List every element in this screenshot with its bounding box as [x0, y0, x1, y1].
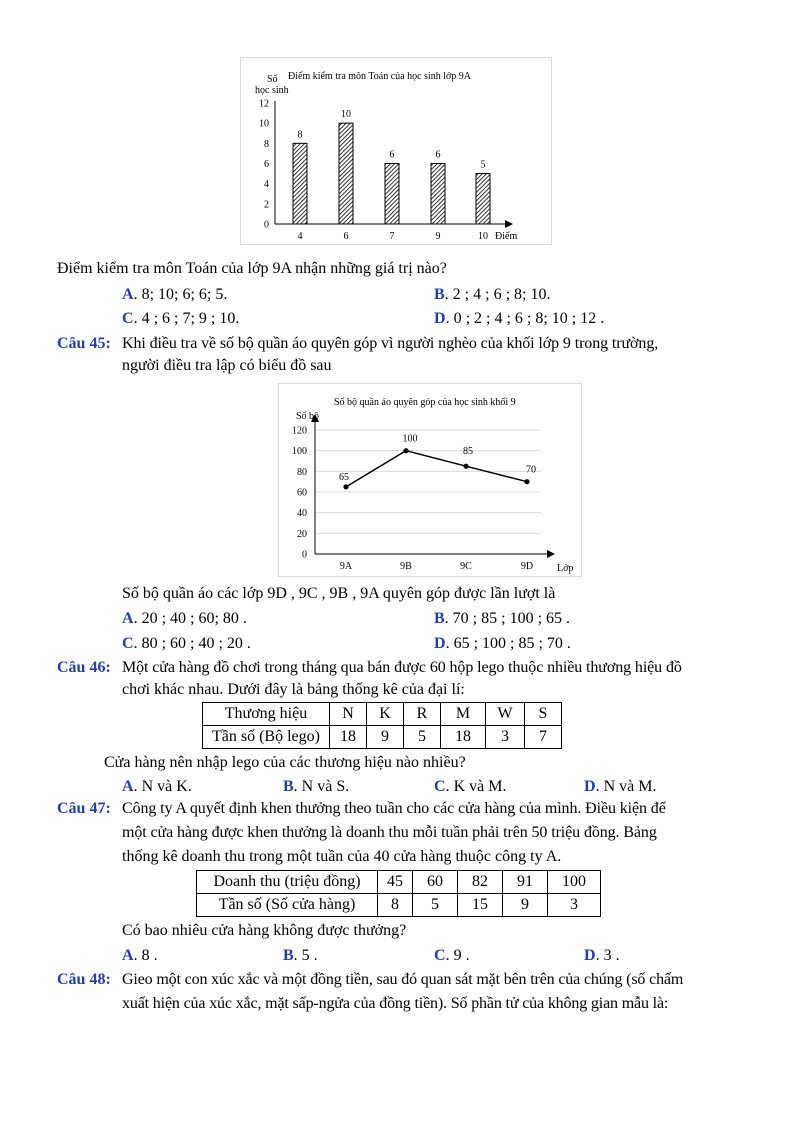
bar-data-label: 5 [480, 159, 486, 171]
q44-option-a[interactable] [122, 285, 227, 305]
bar [385, 164, 399, 225]
x-tick-label: 9B [400, 561, 412, 572]
data-point [403, 448, 408, 453]
q46-option-c[interactable] [434, 777, 506, 797]
y-tick-label: 20 [297, 528, 307, 540]
q47-stem-line2: một cửa hàng được khen thưởng là doanh thu mỗi tuần phải trên 50 triệu đồng. Bảng [122, 824, 657, 841]
brand-cell: R [404, 703, 441, 726]
q45-option-d[interactable] [434, 634, 571, 654]
x-tick-label: 9 [435, 231, 441, 242]
option-letter: A [122, 778, 134, 795]
q44-option-c[interactable] [122, 309, 239, 329]
x-tick-label: 9C [460, 561, 472, 572]
q45-option-c[interactable] [122, 634, 251, 654]
q46-option-a[interactable] [122, 777, 192, 797]
y-tick-label: 10 [259, 118, 269, 130]
x-tick-label: 7 [389, 231, 395, 242]
series-line [346, 451, 527, 487]
count-cell: 5 [413, 894, 458, 917]
q46-option-b[interactable] [283, 777, 349, 797]
brand-cell: S [525, 703, 562, 726]
y-tick-label: 60 [297, 487, 307, 499]
option-text: . 0 ; 2 ; 4 ; 6 ; 8; 10 ; 12 . [445, 310, 605, 327]
x-tick-label: 4 [297, 231, 303, 242]
option-letter: C [434, 778, 446, 795]
freq-cell: 9 [367, 726, 404, 749]
table-row [197, 894, 601, 917]
line-chart-ylabel: Số bộ [296, 411, 320, 422]
option-text: . 8; 10; 6; 6; 5. [133, 286, 228, 303]
table-row [203, 726, 562, 749]
q48-label: Câu 48: [57, 971, 111, 988]
q46-label: Câu 46: [57, 659, 111, 676]
y-tick-label: 4 [264, 179, 269, 191]
q47-option-a[interactable] [122, 946, 158, 966]
revenue-cell: 91 [503, 871, 548, 894]
y-tick-label: 2 [264, 199, 269, 211]
y-tick-label: 8 [264, 138, 269, 150]
q45-stem-line2: người điều tra lập có biểu đồ sau [122, 357, 332, 374]
table-head-cell: Doanh thu (triệu đồng) [197, 871, 378, 894]
line-chart-frame [278, 383, 582, 577]
data-point [463, 464, 468, 469]
q47-option-d[interactable] [584, 946, 620, 966]
freq-cell: 18 [330, 726, 367, 749]
freq-cell: 5 [404, 726, 441, 749]
bar-data-label: 6 [389, 149, 395, 161]
option-letter: B [283, 778, 294, 795]
q47-option-c[interactable] [434, 946, 470, 966]
option-text: . 8 . [133, 947, 158, 964]
y-tick-label: 0 [264, 219, 269, 231]
q46-option-d[interactable] [584, 777, 656, 797]
option-text: . 65 ; 100 ; 85 ; 70 . [445, 635, 571, 652]
bar [339, 123, 353, 224]
bar [293, 143, 307, 224]
y-tick-label: 100 [292, 446, 307, 458]
y-tick-label: 80 [297, 466, 307, 478]
q45-stem-line1: Khi điều tra về số bộ quần áo quyên góp vì người nghèo của khối lớp 9 trong trường, [122, 335, 659, 352]
revenue-cell: 60 [413, 871, 458, 894]
count-cell: 9 [503, 894, 548, 917]
q46-question: Cửa hàng nên nhập lego của các thương hiệu nào nhiều? [104, 754, 466, 771]
option-text: . 80 ; 60 ; 40 ; 20 . [133, 635, 251, 652]
option-letter: D [434, 310, 446, 327]
option-text: . 70 ; 85 ; 100 ; 65 . [444, 610, 571, 627]
y-tick-label: 6 [264, 159, 269, 170]
option-text: . 9 . [445, 947, 470, 964]
x-tick-label: 10 [478, 231, 488, 242]
table-head-cell: Thương hiệu [203, 703, 330, 726]
y-tick-label: 12 [259, 98, 269, 110]
freq-cell: 7 [525, 726, 562, 749]
option-letter: D [584, 778, 596, 795]
revenue-table [196, 870, 601, 917]
option-letter: C [434, 947, 446, 964]
bar-chart-frame [240, 57, 552, 245]
revenue-cell: 100 [548, 871, 601, 894]
x-tick-label: 9D [520, 561, 534, 572]
data-point [524, 479, 529, 484]
y-tick-label: 40 [297, 508, 307, 520]
option-letter: D [584, 947, 596, 964]
option-letter: B [283, 947, 294, 964]
q44-option-d[interactable] [434, 309, 604, 329]
bar-chart-ylabel-line1: Số [267, 74, 278, 85]
q47-question: Có bao nhiêu cửa hàng không được thưởng? [122, 922, 407, 939]
bar-chart-ylabel-line2: học sinh [255, 85, 289, 96]
option-text: . 3 . [595, 947, 620, 964]
option-letter: C [122, 635, 134, 652]
revenue-cell: 82 [458, 871, 503, 894]
bar-chart-title: Điểm kiểm tra môn Toán của học sinh lớp 9A [288, 71, 471, 82]
brand-cell: K [367, 703, 404, 726]
line-chart [279, 384, 581, 576]
q47-stem-line1: Công ty A quyết định khen thưởng theo tuần cho các cửa hàng của mình. Điều kiện để [122, 800, 666, 817]
count-cell: 15 [458, 894, 503, 917]
x-tick-label: 9A [339, 561, 353, 572]
q46-stem-line2: chơi khác nhau. Dưới đây là bảng thống kê của đại lí: [122, 681, 465, 698]
bar-chart [241, 58, 551, 244]
option-text: . N và K. [133, 778, 192, 795]
bar [476, 174, 490, 224]
option-text: . N và S. [293, 778, 350, 795]
option-text: . 4 ; 6 ; 7; 9 ; 10. [133, 310, 240, 327]
y-tick-label: 0 [302, 549, 307, 561]
q47-label: Câu 47: [57, 800, 111, 817]
q46-stem-line1: Một cửa hàng đồ chơi trong tháng qua bán được 60 hộp lego thuộc nhiều thương hiệu đồ [122, 659, 682, 676]
count-cell: 8 [378, 894, 413, 917]
point-data-label: 70 [526, 464, 536, 476]
brand-cell: W [486, 703, 525, 726]
point-data-label: 100 [402, 433, 418, 445]
brand-cell: M [441, 703, 486, 726]
data-point [343, 484, 348, 489]
option-text: . 2 ; 4 ; 6 ; 8; 10. [444, 286, 551, 303]
freq-cell: 18 [441, 726, 486, 749]
point-data-label: 85 [463, 446, 473, 458]
q45-question: Số bộ quần áo các lớp 9D , 9C , 9B , 9A quyên góp được lần lượt là [122, 585, 556, 602]
line-chart-xlabel: Lớp [557, 563, 574, 574]
freq-cell: 3 [486, 726, 525, 749]
revenue-cell: 45 [378, 871, 413, 894]
bar [431, 164, 445, 225]
table-row [203, 703, 562, 726]
q45-label: Câu 45: [57, 335, 111, 352]
q45-option-a[interactable] [122, 609, 247, 629]
q47-option-b[interactable] [283, 946, 318, 966]
option-text: . K và M. [445, 778, 507, 795]
q48-stem-line1: Gieo một con xúc xắc và một đồng tiền, sau đó quan sát mặt bên trên của chúng (số chấm [122, 971, 684, 988]
option-text: . 5 . [293, 947, 318, 964]
q44-stem: Điểm kiểm tra môn Toán của lớp 9A nhận những giá trị nào? [57, 260, 447, 277]
x-tick-label: 6 [343, 231, 349, 242]
q48-stem-line2: xuất hiện của xúc xắc, mặt sấp-ngửa của đồng tiền). Số phần tử của không gian mẫu là: [122, 995, 669, 1012]
option-letter: A [122, 947, 134, 964]
option-text: . N và M. [595, 778, 657, 795]
table-row-head-cell: Tần số (Số cửa hàng) [197, 894, 378, 917]
option-letter: A [122, 610, 134, 627]
q45-option-b[interactable] [434, 609, 570, 629]
point-data-label: 65 [339, 471, 349, 483]
bar-chart-xlabel: Điểm [495, 231, 518, 242]
table-row-head-cell: Tần số (Bộ lego) [203, 726, 330, 749]
bar-data-label: 6 [435, 149, 441, 161]
option-letter: B [434, 286, 445, 303]
y-tick-label: 120 [292, 425, 307, 437]
option-letter: A [122, 286, 134, 303]
q44-option-b[interactable] [434, 285, 550, 305]
table-row [197, 871, 601, 894]
brand-cell: N [330, 703, 367, 726]
bar-data-label: 10 [341, 109, 351, 121]
option-text: . 20 ; 40 ; 60; 80 . [133, 610, 247, 627]
q47-stem-line3: thống kê doanh thu trong một tuần của 40 cửa hàng thuộc công ty A. [122, 848, 562, 865]
option-letter: B [434, 610, 445, 627]
line-chart-title: Số bộ quần áo quyên góp của học sinh khối 9 [334, 397, 516, 408]
count-cell: 3 [548, 894, 601, 917]
option-letter: C [122, 310, 134, 327]
option-letter: D [434, 635, 446, 652]
bar-data-label: 8 [297, 129, 303, 141]
lego-table [202, 702, 562, 749]
